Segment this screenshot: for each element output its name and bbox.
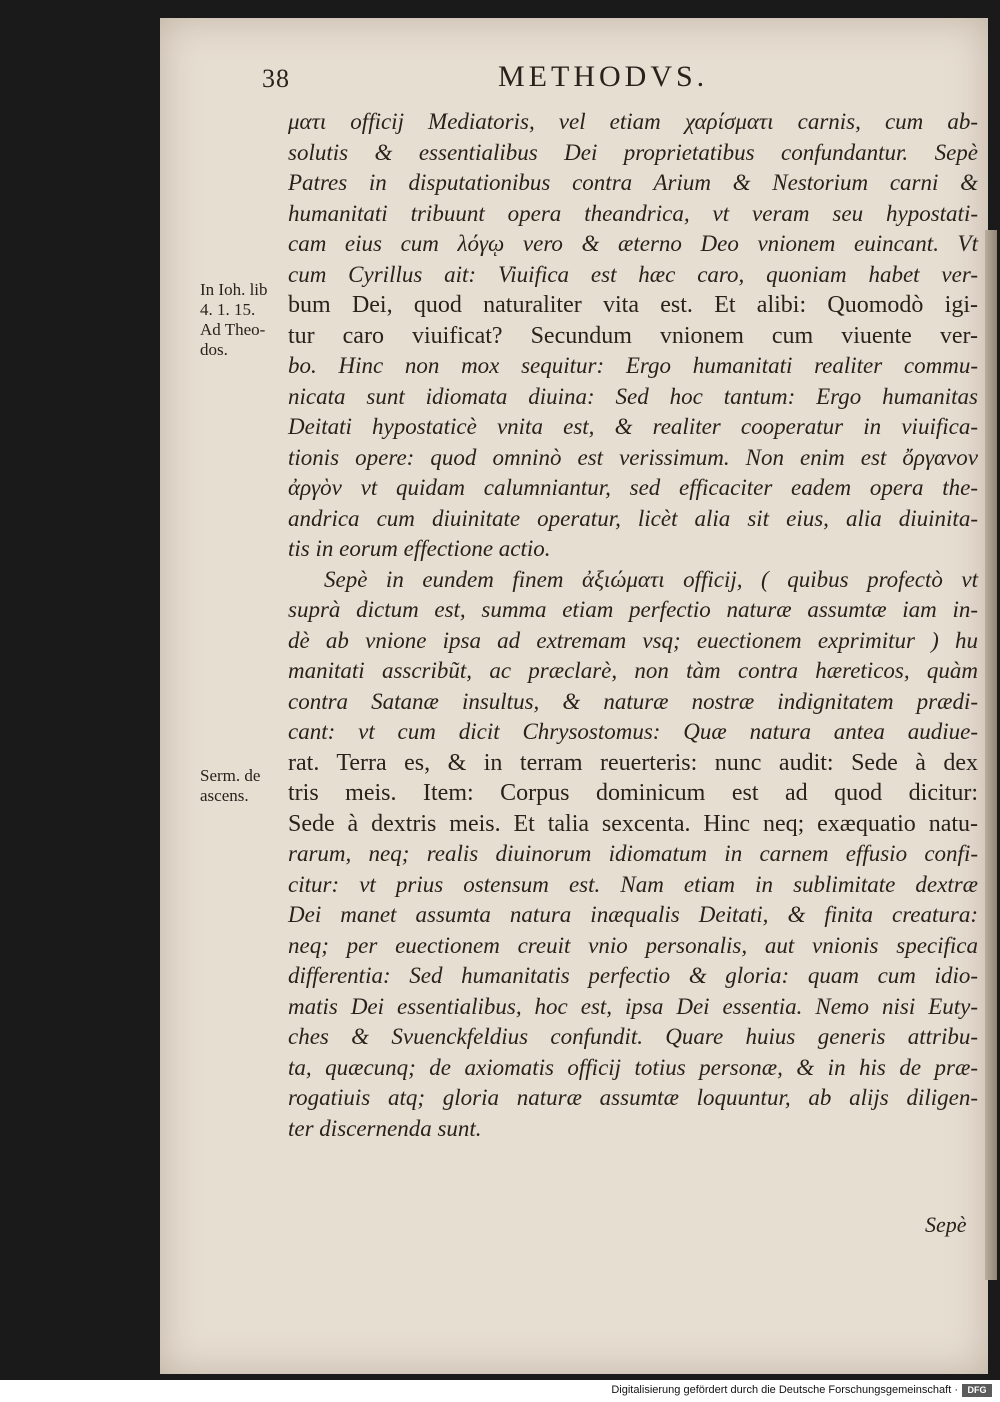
- text-line: bum Dei, quod naturaliter vita est. Et alibi: Quomodò igi-: [288, 292, 978, 318]
- margin-note-ioh: [200, 280, 288, 360]
- text-line: dè ab vnione ipsa ad extremam vsq; euectionem exprimitur ) hu: [288, 627, 978, 653]
- page-edge: [985, 230, 997, 1280]
- text-line: differentia: Sed humanitatis perfectio & gloria: quam cum idio-: [288, 963, 978, 988]
- text-line: ἀργὸν vt quidam calumniantur, sed efficaciter eadem opera the-: [288, 475, 978, 500]
- margin-note-line: 4. 1. 15.: [200, 300, 256, 319]
- text-line: neq; per euectionem creuit vnio personalis, aut vnionis specifica: [288, 932, 978, 958]
- text-line: humanitati tribuunt opera theandrica, vt veram seu hypostati-: [288, 200, 978, 226]
- margin-note-serm: [200, 766, 288, 806]
- margin-note-line: ascens.: [200, 786, 249, 805]
- text-line: matis Dei essentialibus, hoc est, ipsa Dei essentia. Nemo nisi Euty-: [288, 993, 978, 1019]
- text-line: tur caro viuificat? Secundum vnionem cum viuente ver-: [288, 322, 978, 349]
- margin-note-line: Ad Theo-: [200, 320, 266, 339]
- dfg-logo: DFG: [962, 1384, 992, 1397]
- text-line: Dei manet assumta natura inæqualis Deitati, & finita creatura:: [288, 902, 978, 927]
- margin-note-line: In Ioh. lib: [200, 280, 268, 299]
- text-line: andrica cum diuinitate operatur, licèt alia sit eius, alia diuinita-: [288, 505, 978, 531]
- text-line: rarum, neq; realis diuinorum idiomatum in carnem effusio confi-: [288, 841, 978, 866]
- text-line: tis in eorum effectione actio.: [288, 536, 551, 561]
- text-line: ta, quæcunq; de axiomatis officij totius personæ, & in his de præ-: [288, 1054, 978, 1080]
- text-line: Sepè in eundem finem ἀξιώματι officij, ( quibus profectò vt: [324, 566, 978, 592]
- body-text: [288, 107, 978, 1144]
- text-line: cant: vt cum dicit Chrysostomus: Quæ natura antea audiue-: [288, 719, 978, 744]
- running-title: METHODVS.: [498, 60, 709, 93]
- text-line: ter discernenda sunt.: [288, 1115, 482, 1141]
- text-line: ματι officij Mediatoris, vel etiam χαρίσματι carnis, cum ab-: [288, 109, 978, 134]
- text-line: bo. Hinc non mox sequitur: Ergo humanitati realiter commu-: [288, 353, 978, 378]
- margin-note-line: Serm. de: [200, 766, 261, 785]
- text-line: rogatiuis atq; gloria naturæ assumtæ loquuntur, ab alijs diligen-: [288, 1085, 978, 1110]
- text-line: nicata sunt idiomata diuina: Sed hoc tantum: Ergo humanitas: [288, 383, 978, 409]
- text-line: ches & Svuenckfeldius confundit. Quare huius generis attribu-: [288, 1024, 978, 1049]
- text-line: manitati asscribũt, ac præclarè, non tàm contra hæreticos, quàm: [288, 658, 978, 683]
- text-line: Sede à dextris meis. Et talia sexcenta. Hinc neq; exæquatio natu-: [288, 810, 978, 837]
- text-line: contra Satanæ insultus, & naturæ nostræ indignitatem prædi-: [288, 688, 978, 714]
- text-line: Deitati hypostaticè vnita est, & realiter cooperatur in viuifica-: [288, 414, 978, 439]
- margin-note-line: dos.: [200, 340, 228, 359]
- text-line: rat. Terra es, & in terram reuerteris: nunc audit: Sede à dex: [288, 749, 978, 776]
- text-line: citur: vt prius ostensum est. Nam etiam in sublimitate dextræ: [288, 871, 978, 897]
- text-line: suprà dictum est, summa etiam perfectio naturæ assumtæ iam in-: [288, 597, 978, 622]
- text-line: tionis opere: quod omninò est verissimum. Non enim est ὄργανον: [288, 444, 978, 470]
- funding-credit: Digitalisierung gefördert durch die Deutsche Forschungsgemeinschaft ·: [611, 1384, 958, 1396]
- text-line: cum Cyrillus ait: Viuifica est hæc caro, quoniam habet ver-: [288, 261, 978, 287]
- text-line: cam eius cum λόγῳ vero & æterno Deo vnionem euincant. Vt: [288, 231, 978, 256]
- catchword: Sepè: [925, 1212, 967, 1237]
- text-line: Patres in disputationibus contra Arium & Nestorium carni &: [288, 170, 978, 195]
- page-number: 38: [262, 64, 290, 93]
- text-line: tris meis. Item: Corpus dominicum est ad quod dicitur:: [288, 780, 978, 806]
- footer-bar: [0, 1380, 1000, 1402]
- text-line: solutis & essentialibus Dei proprietatibus confundantur. Sepè: [288, 139, 978, 165]
